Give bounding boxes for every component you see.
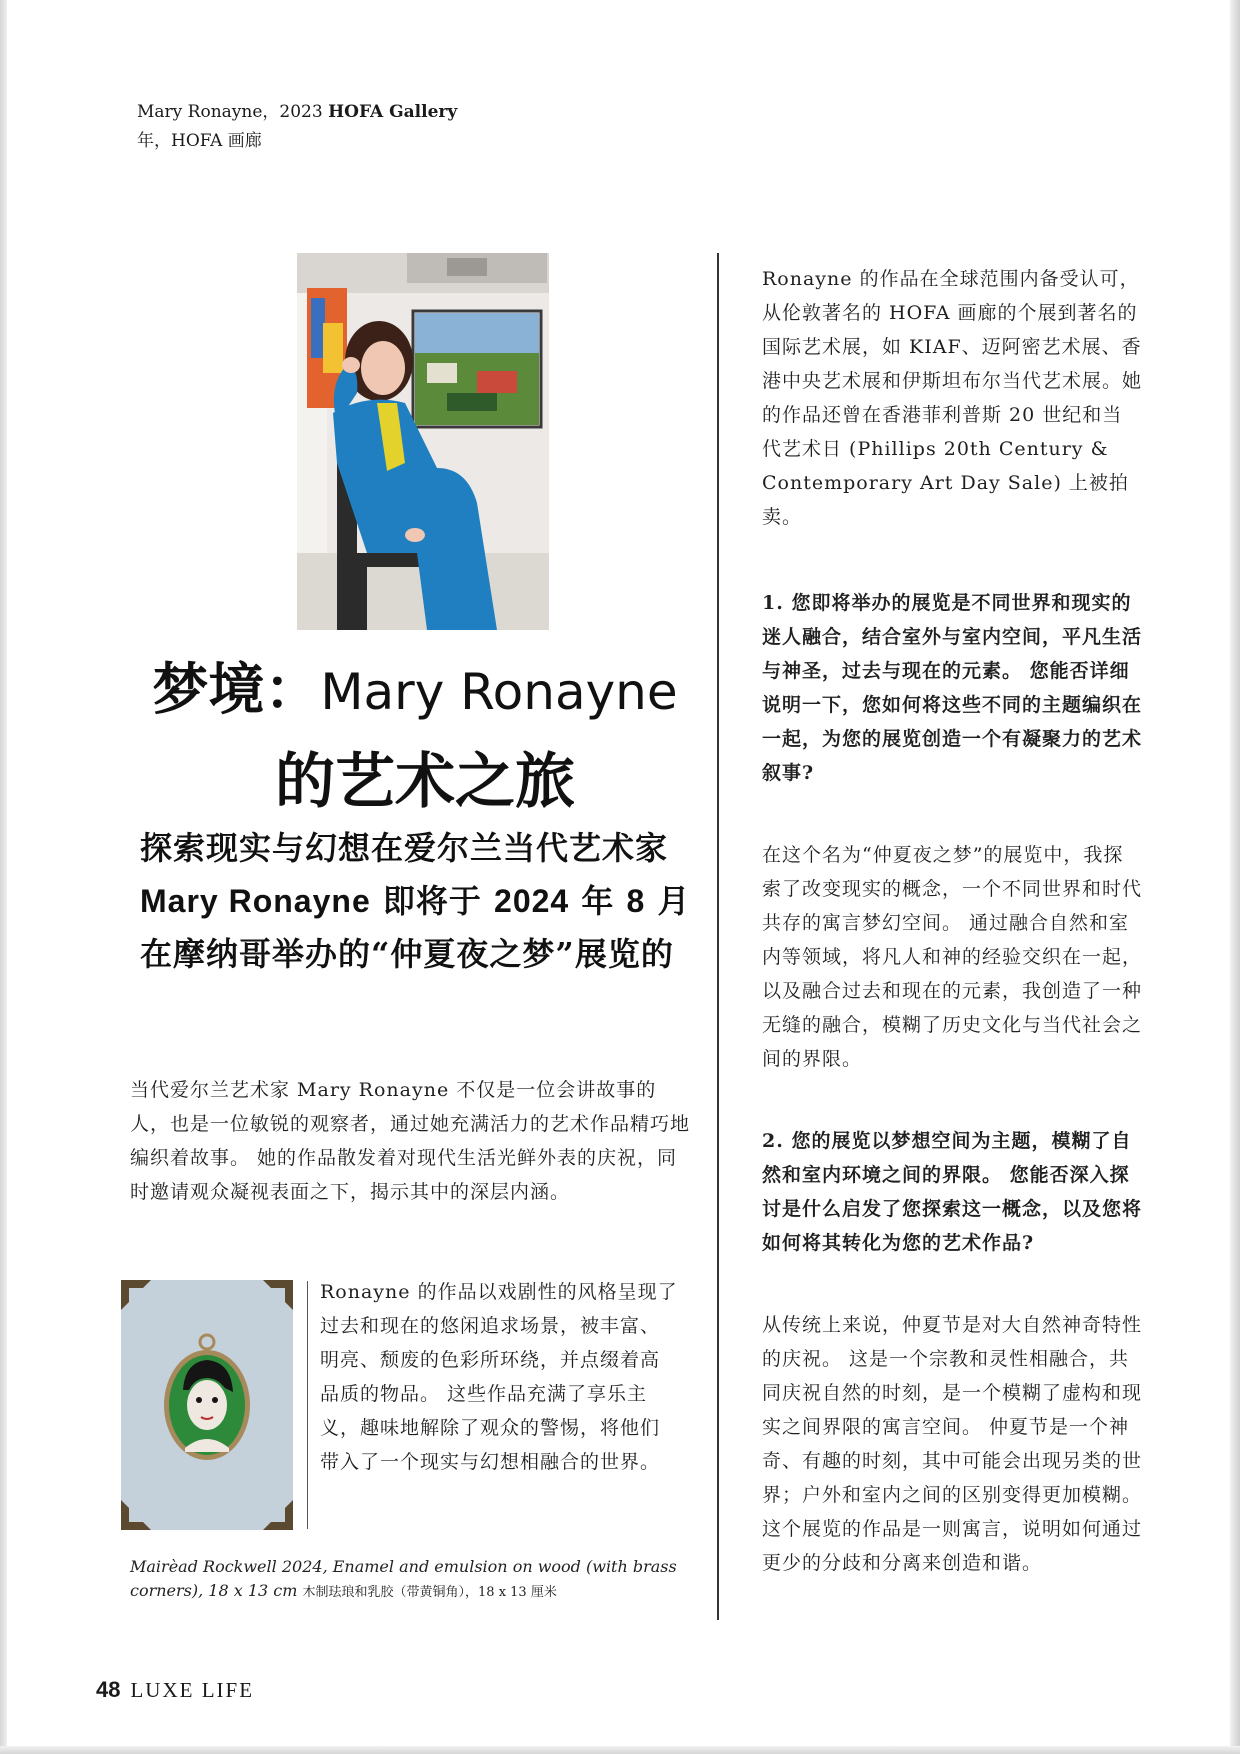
subtitle-year: 2024 [494,883,570,919]
subtitle-artist: Mary Ronayne [140,883,371,919]
answer-2: 从传统上来说，仲夏节是对大自然神奇特性的庆祝。 这是一个宗教和灵性相融合，共同庆祝自然的时刻，是一个模糊了虚构和现实之间界限的寓言空间。 仲夏节是一个神奇、有趣的时刻，其中可能会出现另类的世界；户外和室内之间的区别变得更加模糊。 这个展览的作品是一则寓言，说明如何通过更少的分歧和分离来创造和谐。 [762,1314,1143,1574]
question-2: 2. 您的展览以梦想空间为主题，模糊了自然和室内环境之间的界限。 您能否深入探讨是什么启发了您探索这一概念，以及您将如何将其转化为您的艺术作品? [762,1130,1143,1254]
title-zh: 梦境： [152,657,321,723]
credit-line1-text: Mary Ronayne，2023 [137,102,329,122]
page-edge-right [1230,0,1240,1754]
page-footer [96,1675,254,1706]
portrait-illustration [297,253,549,630]
column-divider [717,253,719,1620]
artwork-caption-en: Mairèad Rockwell 2024, Enamel and emulsion on wood (with brass corners), 18 x 13 cm [130,1557,677,1600]
subtitle-line2 [140,875,720,928]
credit-gallery-name: HOFA Gallery [328,102,458,122]
artwork-caption [130,1555,710,1605]
subtitle-text-b: 即将于 [370,882,495,920]
magazine-name: LUXE LIFE [130,1678,255,1702]
article-subtitle [140,822,720,981]
answer-1: 在这个名为“仲夏夜之梦”的展览中，我探索了改变现实的概念，一个不同世界和时代共存的寓言梦幻空间。 通过融合自然和室内等领域，将凡人和神的经验交织在一起，以及融合过去和现在的元素，我创造了一种无缝的融合，模糊了历史文化与当代社会之间的界限。 [762,844,1143,1070]
page-edge-left [0,0,7,1754]
article-title-line1 [130,652,700,730]
subtitle-month: 8 [626,883,646,919]
question-1: 1. 您即将举办的展览是不同世界和现实的迷人融合，结合室外与室内空间，平凡生活与神圣，过去与现在的元素。 您能否详细说明一下，您如何将这些不同的主题编织在一起，为您的展览创造一个有凝聚力的艺术叙事? [762,592,1143,784]
photo-credit [137,98,457,156]
paragraph-recognition: Ronayne 的作品在全球范围内备受认可，从伦敦著名的 HOFA 画廊的个展到著名的国际艺术展，如 KIAF、迈阿密艺术展、香港中央艺术展和伊斯坦布尔当代艺术展。她的作品还曾在香港菲利普斯 20 世纪和当代艺术日 (Phillips 20th Century & Contemporary Art Day Sale) 上被拍卖。 [762,268,1143,528]
title-artist-name: Mary Ronayne [320,663,678,721]
intro-paragraph: 当代爱尔兰艺术家 Mary Ronayne 不仅是一位会讲故事的人，也是一位敏锐的观察者，通过她充满活力的艺术作品精巧地编织着故事。 她的作品散发着对现代生活光鲜外表的庆祝，同时邀请观众凝视表面之下，揭示其中的深层内涵。 [130,1079,691,1203]
subtitle-text-f: 月 [645,882,691,920]
page-edge-bottom [0,1746,1240,1754]
caption-divider [307,1281,308,1529]
portrait-photo [297,253,549,630]
artwork-description: Ronayne 的作品以戏剧性的风格呈现了过去和现在的悠闲追求场景，被丰富、明亮、颓废的色彩所环绕，并点缀着高品质的物品。 这些作品充满了享乐主义，趣味地解除了观众的警惕，将他们带入了一个现实与幻想相融合的世界。 [320,1281,678,1473]
artwork-photo [121,1280,293,1530]
article-title-line2: 的艺术之旅 [275,747,575,817]
credit-line2: 年，HOFA 画廊 [137,131,262,151]
page-number: 48 [96,1677,121,1702]
subtitle-line3: 在摩纳哥举办的“仲夏夜之梦”展览的 [140,935,674,973]
subtitle-text-d: 年 [569,882,627,920]
right-column [762,262,1142,1580]
artwork-caption-zh: 木制珐琅和乳胶（带黄铜角），18 x 13 厘米 [302,1585,557,1600]
artwork-illustration [121,1280,293,1530]
subtitle-line1: 探索现实与幻想在爱尔兰当代艺术家 [140,829,669,867]
